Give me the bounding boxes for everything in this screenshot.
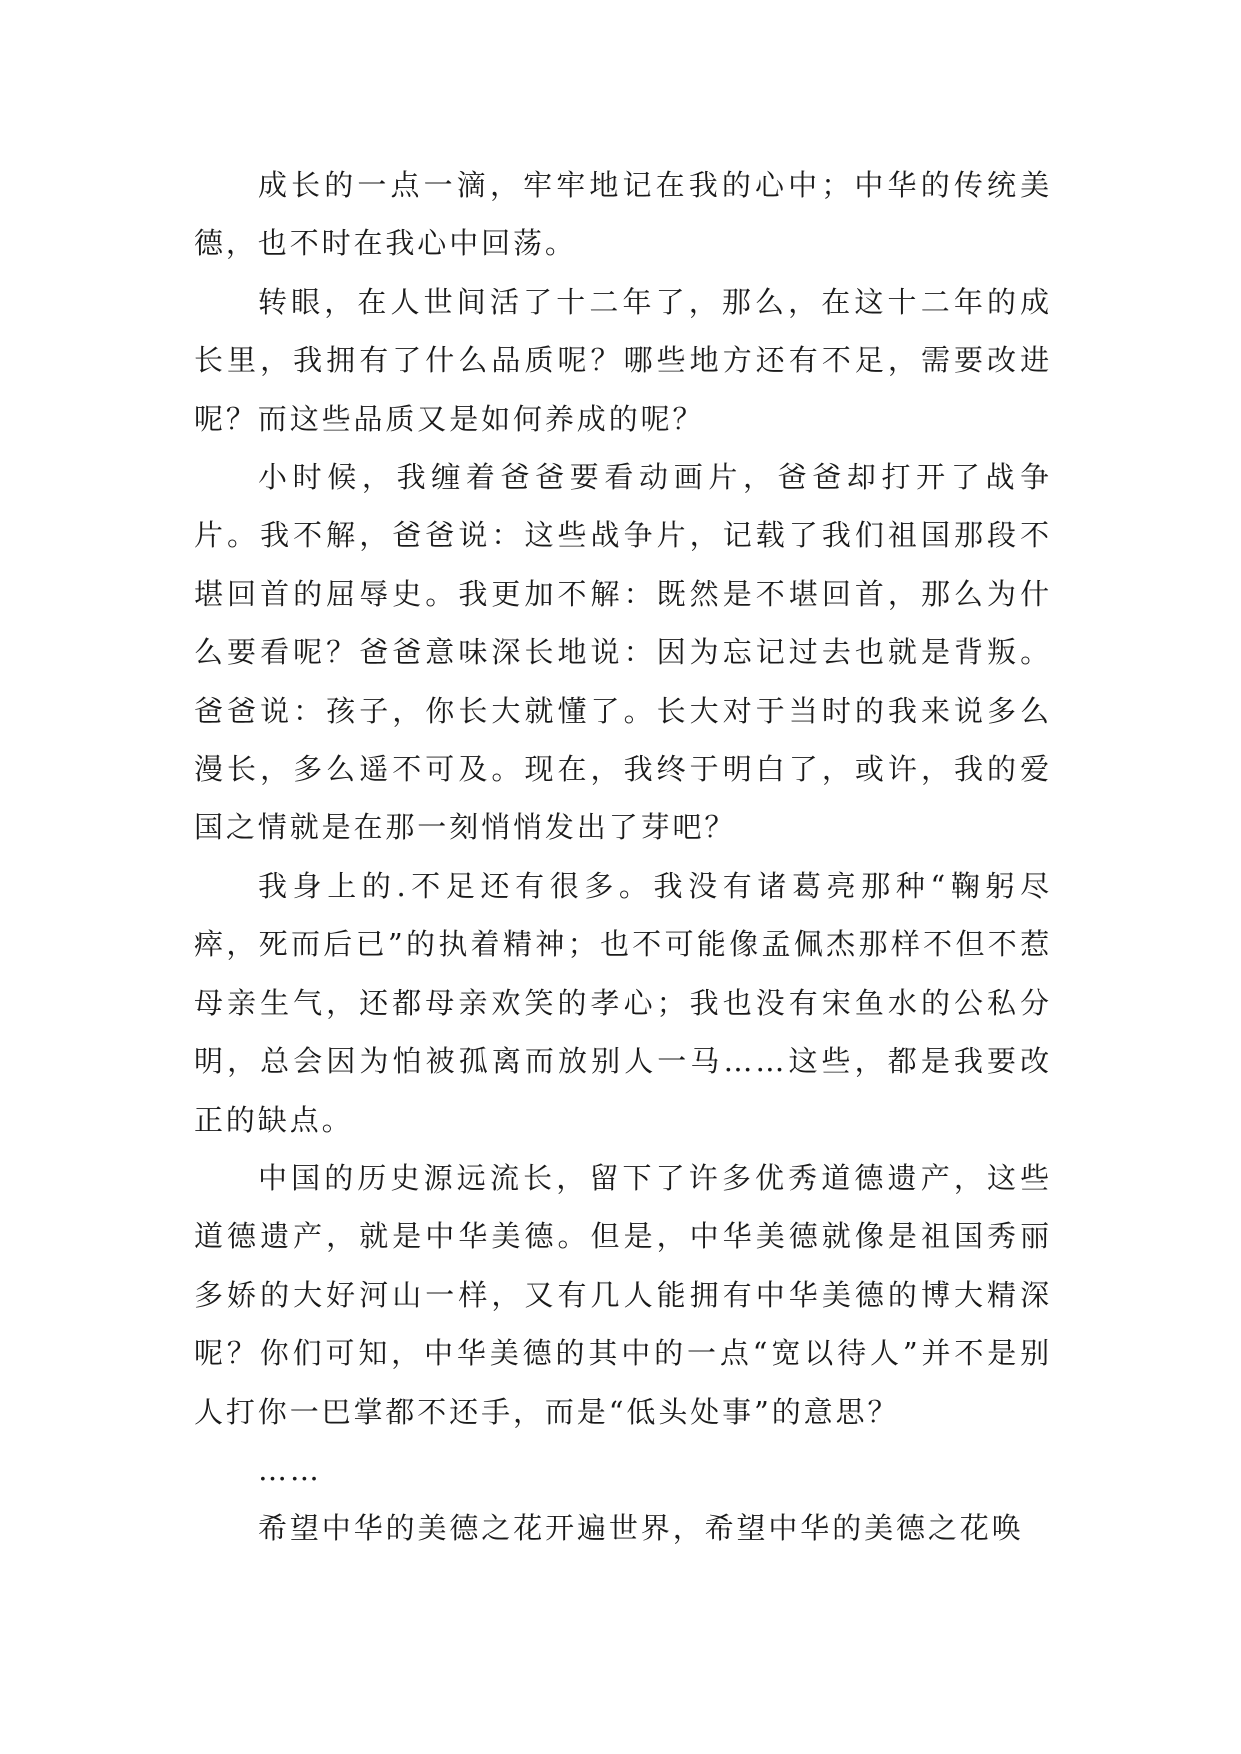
paragraph-3: 小时候，我缠着爸爸要看动画片，爸爸却打开了战争片。我不解，爸爸说：这些战争片，记载了我们祖国那段不堪回首的屈辱史。我更加不解：既然是不堪回首，那么为什么要看呢？爸爸意味深长地说：因为忘记过去也就是背叛。爸爸说：孩子，你长大就懂了。长大对于当时的我来说多么漫长，多么遥不可及。现在，我终于明白了，或许，我的爱国之情就是在那一刻悄悄发出了芽吧？: [194, 460, 1052, 845]
paragraph-4: 我身上的.不足还有很多。我没有诸葛亮那种“鞠躬尽瘁，死而后已”的执着精神；也不可能像孟佩杰那样不但不惹母亲生气，还都母亲欢笑的孝心；我也没有宋鱼水的公私分明，总会因为怕被孤离而放别人一马……这些，都是我要改正的缺点。: [194, 868, 1052, 1137]
paragraph-2: 转眼，在人世间活了十二年了，那么，在这十二年的成长里，我拥有了什么品质呢？哪些地方还有不足，需要改进呢？而这些品质又是如何养成的呢？: [194, 284, 1052, 436]
paragraph-6: 希望中华的美德之花开遍世界，希望中华的美德之花唤: [258, 1511, 1024, 1546]
paragraph-1: 成长的一点一滴，牢牢地记在我的心中；中华的传统美德，也不时在我心中回荡。: [194, 168, 1052, 261]
paragraph-5: 中国的历史源远流长，留下了许多优秀道德遗产，这些道德遗产，就是中华美德。但是，中华美德就像是祖国秀丽多娇的大好河山一样，又有几人能拥有中华美德的博大精深呢？你们可知，中华美德的其中的一点“宽以待人”并不是别人打你一巴掌都不还手，而是“低头处事”的意思？: [194, 1160, 1052, 1429]
document-body: [194, 156, 1052, 1558]
ellipsis-line: ……: [258, 1452, 322, 1487]
